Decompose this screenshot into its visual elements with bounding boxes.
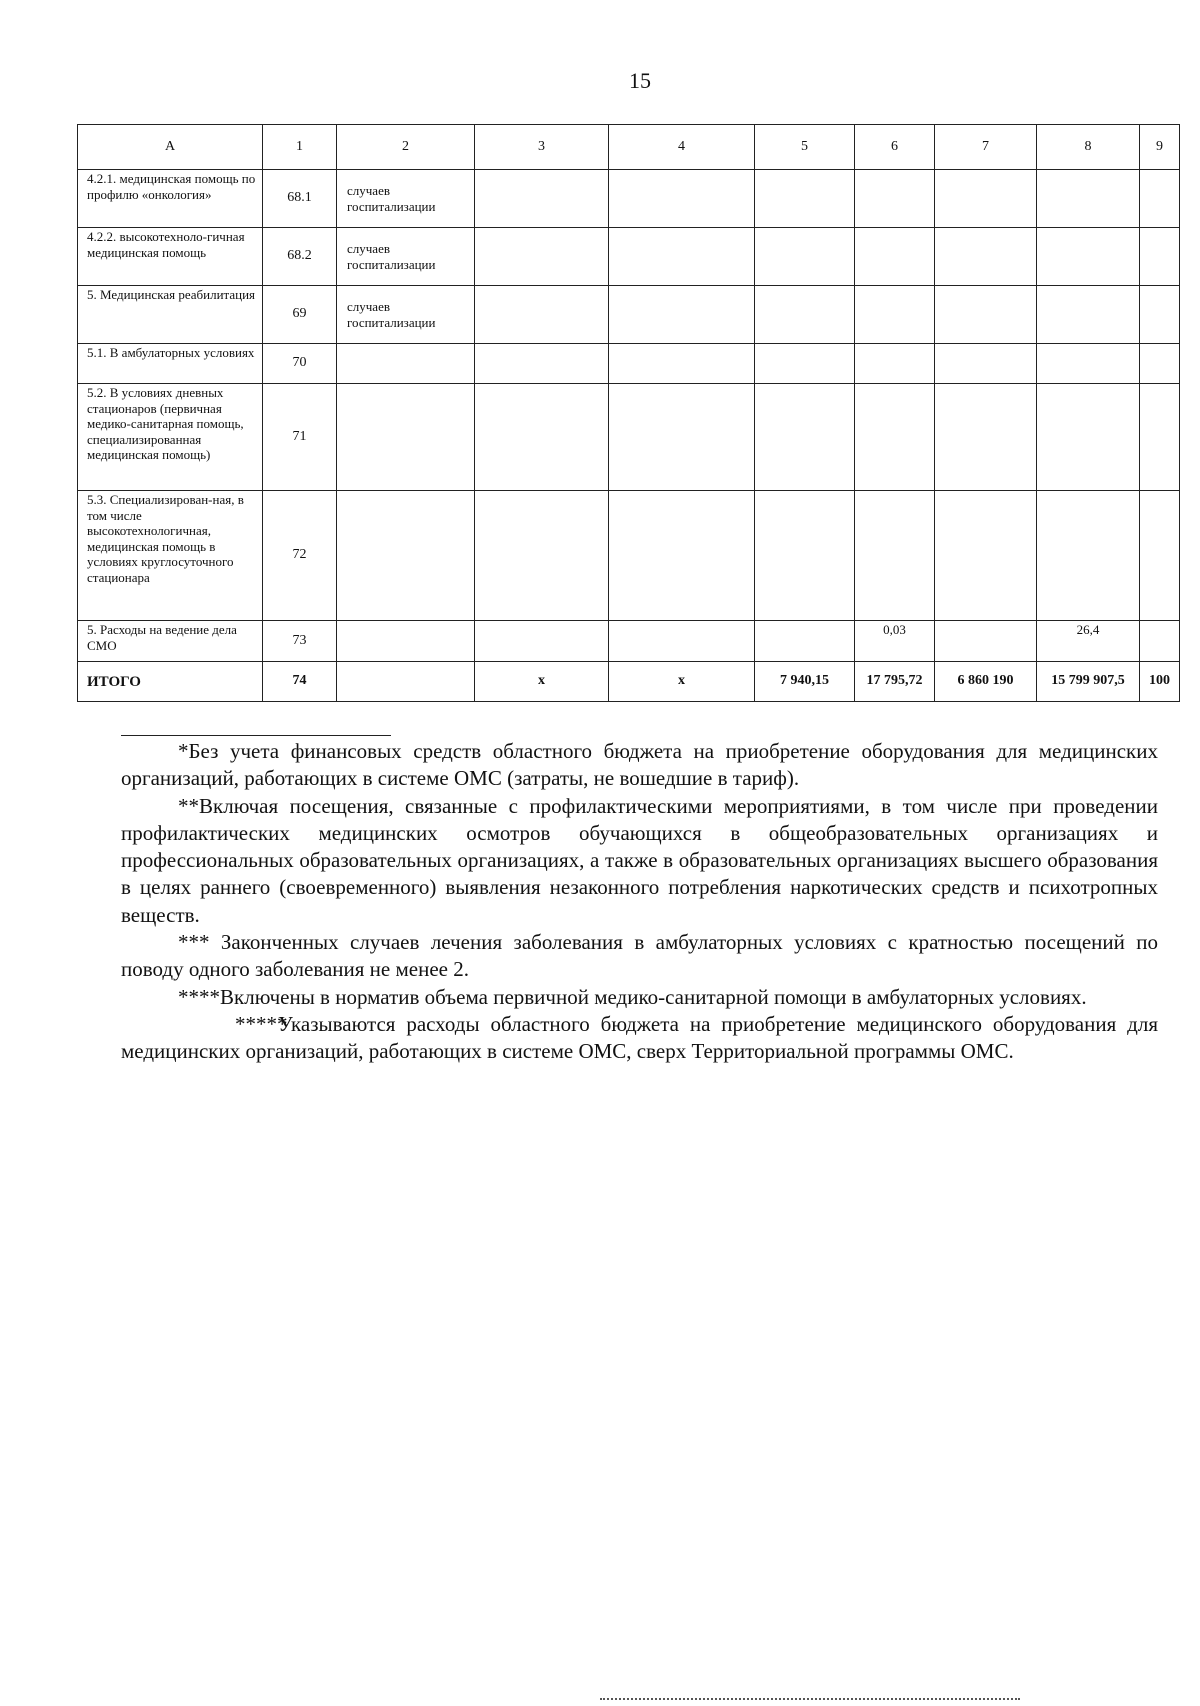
row-unit xyxy=(337,621,475,662)
row-col-6 xyxy=(855,228,935,286)
table-row xyxy=(78,491,1180,621)
col-header-9: 9 xyxy=(1140,125,1180,170)
row-code: 68.1 xyxy=(263,170,337,228)
scan-artifact-line xyxy=(600,1698,1020,1700)
row-name: 4.2.2. высокотехноло-гичная медицинская помощь xyxy=(78,228,263,286)
total-row xyxy=(78,662,1180,702)
row-code: 73 xyxy=(263,621,337,662)
row-col-6: 0,03 xyxy=(855,621,935,662)
col-header-1: 1 xyxy=(263,125,337,170)
row-col-8 xyxy=(1037,228,1140,286)
total-col-7: 6 860 190 xyxy=(935,662,1037,702)
page-number: 15 xyxy=(629,68,651,93)
footnote-divider xyxy=(121,735,391,736)
row-unit xyxy=(337,491,475,621)
row-col-8 xyxy=(1037,170,1140,228)
row-name: 4.2.1. медицинская помощь по профилю «онкология» xyxy=(78,170,263,228)
total-col-9: 100 xyxy=(1140,662,1180,702)
row-code: 69 xyxy=(263,286,337,344)
col-header-2: 2 xyxy=(337,125,475,170)
col-header-7: 7 xyxy=(935,125,1037,170)
col-header-3: 3 xyxy=(475,125,609,170)
row-unit: случаев госпитализации xyxy=(337,286,475,344)
row-name: 5. Медицинская реабилитация xyxy=(78,286,263,344)
table-row xyxy=(78,170,1180,228)
table-row xyxy=(78,344,1180,384)
header-row xyxy=(78,125,1180,170)
total-col-5: 7 940,15 xyxy=(755,662,855,702)
col-header-5: 5 xyxy=(755,125,855,170)
row-code: 68.2 xyxy=(263,228,337,286)
row-col-6 xyxy=(855,170,935,228)
total-col-2 xyxy=(337,662,475,702)
footnote-3: *** Законченных случаев лечения заболевания в амбулаторных условиях с кратностью посещений по поводу одного заболевания не менее 2. xyxy=(121,930,1158,982)
row-col-8 xyxy=(1037,491,1140,621)
col-header-a: А xyxy=(78,125,263,170)
table-row xyxy=(78,384,1180,491)
col-header-6: 6 xyxy=(855,125,935,170)
footnote-2: **Включая посещения, связанные с профилактическими мероприятиями, в том числе при проведении профилактических медицинских осмотров обучающихся в общеобразовательных организациях и профессиональных образовательных организациях, а также в образовательных организациях высшего образования в целях раннего (своевременного) выявления незаконного потребления наркотических средств и психотропных веществ. xyxy=(121,793,1158,927)
col-header-4: 4 xyxy=(609,125,755,170)
total-col-6: 17 795,72 xyxy=(855,662,935,702)
row-col-8: 26,4 xyxy=(1037,621,1140,662)
row-col-6 xyxy=(855,286,935,344)
footnote-1: *Без учета финансовых средств областного бюджета на приобретение оборудования для медицинских организаций, работающих в системе ОМС (затраты, не вошедшие в тариф). xyxy=(121,739,1158,791)
footnote-5-stars: ***** xyxy=(235,1011,288,1036)
footnote-5 xyxy=(121,1011,1158,1066)
total-name: ИТОГО xyxy=(78,662,263,702)
row-col-8 xyxy=(1037,384,1140,491)
row-unit: случаев госпитализации xyxy=(337,170,475,228)
row-unit: случаев госпитализации xyxy=(337,228,475,286)
footnotes xyxy=(121,738,1158,1066)
row-code: 70 xyxy=(263,344,337,384)
row-name: 5. Расходы на ведение дела СМО xyxy=(78,621,263,662)
row-name: 5.3. Специализирован-ная, в том числе высокотехнологичная, медицинская помощь в условиях круглосуточного стационара xyxy=(78,491,263,621)
row-col-8 xyxy=(1037,286,1140,344)
total-col-4: х xyxy=(609,662,755,702)
row-name: 5.2. В условиях дневных стационаров (первичная медико-санитарная помощь, специализированная медицинская помощь) xyxy=(78,384,263,491)
row-name: 5.1. В амбулаторных условиях xyxy=(78,344,263,384)
col-header-8: 8 xyxy=(1037,125,1140,170)
data-table xyxy=(77,124,1180,702)
total-code: 74 xyxy=(263,662,337,702)
table-row xyxy=(78,286,1180,344)
row-col-6 xyxy=(855,384,935,491)
total-col-3: х xyxy=(475,662,609,702)
row-col-6 xyxy=(855,344,935,384)
footnote-4: ****Включены в норматив объема первичной медико-санитарной помощи в амбулаторных условиях. xyxy=(178,984,1087,1009)
row-unit xyxy=(337,344,475,384)
row-col-8 xyxy=(1037,344,1140,384)
row-code: 71 xyxy=(263,384,337,491)
row-col-6 xyxy=(855,491,935,621)
table-row xyxy=(78,621,1180,662)
row-unit xyxy=(337,384,475,491)
total-col-8: 15 799 907,5 xyxy=(1037,662,1140,702)
footnote-5-text: Указываются расходы областного бюджета на приобретение медицинского оборудования для медицинских организаций, работающих в системе ОМС, сверх Территориальной программы ОМС. xyxy=(121,1011,1158,1064)
row-code: 72 xyxy=(263,491,337,621)
table-row xyxy=(78,228,1180,286)
